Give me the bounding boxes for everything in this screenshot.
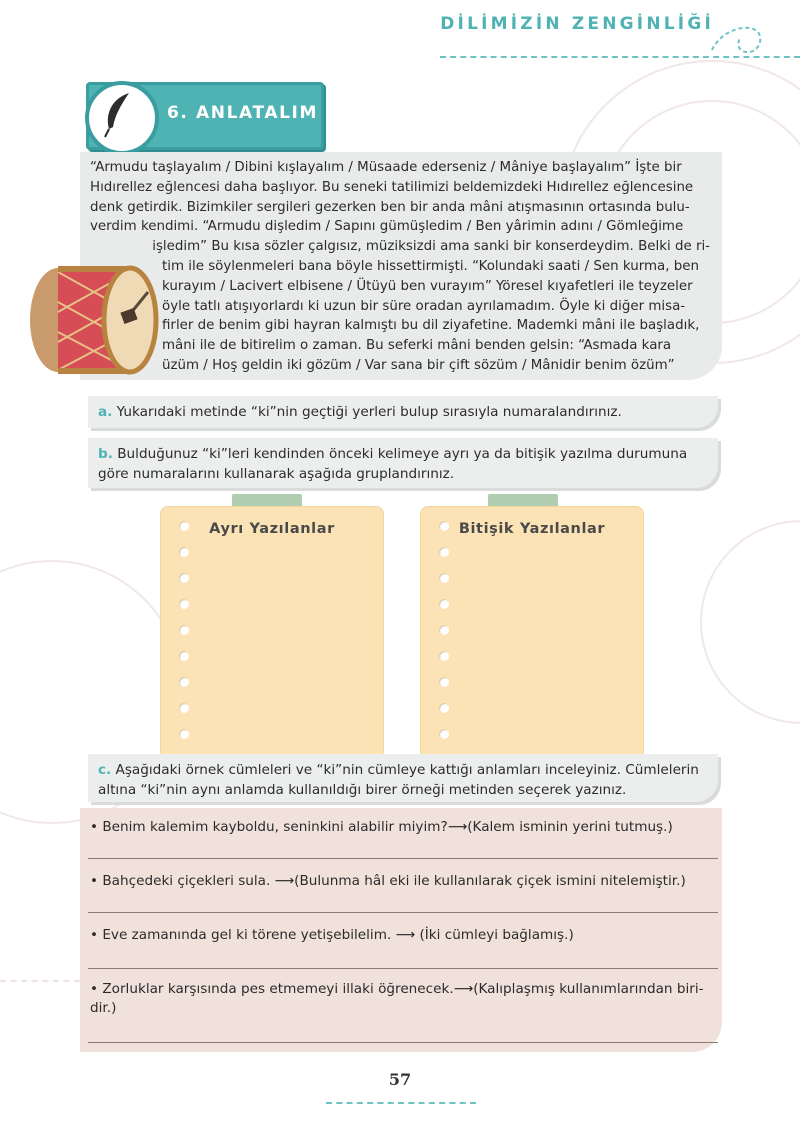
question-letter: a. xyxy=(98,404,113,420)
binder-hole xyxy=(439,625,449,635)
question-text: altına “ki”nin aynı anlamda kullanıldığı birer örneği metinden seçerek yazınız. xyxy=(98,782,627,798)
question-text: göre numaralarını kullanarak aşağıda gruplandırınız. xyxy=(98,466,455,482)
answer-line-1[interactable] xyxy=(88,858,718,859)
story-line: mâni ile de bitirelim o zaman. Bu seferki mâni benden gelsin: “Asmada kara xyxy=(162,338,672,354)
section-icon-badge xyxy=(85,81,159,155)
answer-line-2[interactable] xyxy=(88,912,718,913)
example-note: (Kalem isminin yerini tutmuş.) xyxy=(467,819,673,835)
question-c xyxy=(88,754,718,802)
background-circle-right xyxy=(700,520,800,724)
question-text: Bulduğunuz “ki”leri kendinden önceki kelimeye ayrı ya da bitişik yazılma durumuna xyxy=(112,446,688,462)
example-4 xyxy=(90,980,718,1018)
story-line: tim ile söylenmeleri bana böyle hissettirmişti. “Kolundaki saati / Sen kurma, ben xyxy=(162,259,699,274)
example-sentence: • Eve zamanında gel ki törene yetişebilelim. xyxy=(90,927,392,943)
binder-hole xyxy=(179,729,189,739)
binder-hole xyxy=(179,625,189,635)
example-sentence: • Benim kalemim kayboldu, seninkini alabilir miyim? xyxy=(90,819,448,835)
quill-icon xyxy=(89,85,147,143)
binder-hole xyxy=(179,573,189,583)
binder-hole xyxy=(179,677,189,687)
binder-hole xyxy=(439,651,449,661)
story-line: “Armudu taşlayalım / Dibini kışlayalım / Müsaade ederseniz / Mâniye başlayalım” İşte bir xyxy=(90,160,682,175)
example-sentence: • Zorluklar karşısında pes etmemeyi illaki öğrenecek. xyxy=(90,981,454,997)
binder-hole xyxy=(179,651,189,661)
answer-line-4[interactable] xyxy=(88,1042,718,1043)
story-line: üzüm / Hoş geldin iki gözüm / Var sana bir çift sözüm / Mânidir benim özüm” xyxy=(162,357,675,373)
binder-hole xyxy=(179,547,189,557)
binder-hole xyxy=(439,547,449,557)
example-sentence: • Bahçedeki çiçekleri sula. xyxy=(90,873,271,889)
story-line: verdim kendimi. “Armudu dişledim / Sapını gümüşledim / Ben yârimin adını / Gömleğime xyxy=(90,219,684,235)
footer-dashed-line xyxy=(326,1102,476,1104)
story-line: firler de benim gibi hayran kalmıştı bu dil ziyafetine. Mademki mâni ile başladık, xyxy=(162,318,700,334)
story-line: kurayım / Lacivert elbisene / Ütüyü ben vurayım” Yöresel kıyafetleri ile teyzeler xyxy=(162,278,693,294)
example-1 xyxy=(90,818,718,837)
decorative-swirl-icon xyxy=(704,14,774,62)
arrow-right-icon: ⟶ xyxy=(447,819,468,835)
chapter-title: DİLİMİZİN ZENGİNLİĞİ xyxy=(440,14,714,34)
card-title: Bitişik Yazılanlar xyxy=(458,521,606,537)
binder-hole xyxy=(179,599,189,609)
question-b xyxy=(88,438,718,488)
section-tab xyxy=(86,82,324,150)
binder-hole xyxy=(439,729,449,739)
answer-line-3[interactable] xyxy=(88,968,718,969)
example-note-continued: dir.) xyxy=(90,1000,117,1016)
arrow-right-icon: ⟶ xyxy=(395,927,416,943)
section-title: 6. ANLATALIM xyxy=(167,103,318,123)
question-a xyxy=(88,396,718,428)
example-note: (İki cümleyi bağlamış.) xyxy=(419,927,574,943)
question-text: Aşağıdaki örnek cümleleri ve “ki”nin cümleye kattığı anlamları inceleyiniz. Cümlelerin xyxy=(111,762,699,778)
question-letter: b. xyxy=(98,446,113,462)
arrow-right-icon: ⟶ xyxy=(274,873,295,889)
binder-hole xyxy=(439,573,449,583)
story-line: Hıdırellez eğlencesi daha başlıyor. Bu seneki tatilimizi beldemizdeki Hıdırellez eğlencesine xyxy=(90,179,694,195)
binder-hole xyxy=(439,677,449,687)
binder-hole xyxy=(439,703,449,713)
question-text: Yukarıdaki metinde “ki”nin geçtiği yerleri bulup sırasıyla numaralandırınız. xyxy=(112,404,622,420)
question-letter: c. xyxy=(98,762,112,778)
story-line-indent-first: işledim” Bu kısa sözler çalgısız, müziksizdi ama sanki bir konserdeydim. Belki de ri- xyxy=(152,239,710,254)
arrow-right-icon: ⟶ xyxy=(453,981,474,997)
page-number: 57 xyxy=(388,1070,412,1089)
example-note: (Bulunma hâl eki ile kullanılarak çiçek ismini nitelemiştir.) xyxy=(294,873,686,889)
card-bitisik-yazilanlar[interactable] xyxy=(420,506,644,760)
story-line: öyle tatlı atışıyorlardı ki uzun bir süre oradan ayrılamadım. Öyle ki diğer misa- xyxy=(162,298,686,314)
example-note: (Kalıplaşmış kullanımlarından biri- xyxy=(473,981,704,997)
drum-icon xyxy=(18,252,168,378)
card-title: Ayrı Yazılanlar xyxy=(209,521,335,537)
binder-hole xyxy=(439,599,449,609)
story-text-indent xyxy=(162,257,710,376)
example-2 xyxy=(90,872,718,891)
story-text-full xyxy=(90,158,710,237)
example-3 xyxy=(90,926,718,945)
story-line: denk getirdik. Bizimkiler sergileri gezerken ben bir anda mâni atışmasının ortasında bulu- xyxy=(90,199,690,215)
card-ayri-yazilanlar[interactable] xyxy=(160,506,384,760)
binder-hole xyxy=(179,703,189,713)
background-line xyxy=(0,980,80,982)
